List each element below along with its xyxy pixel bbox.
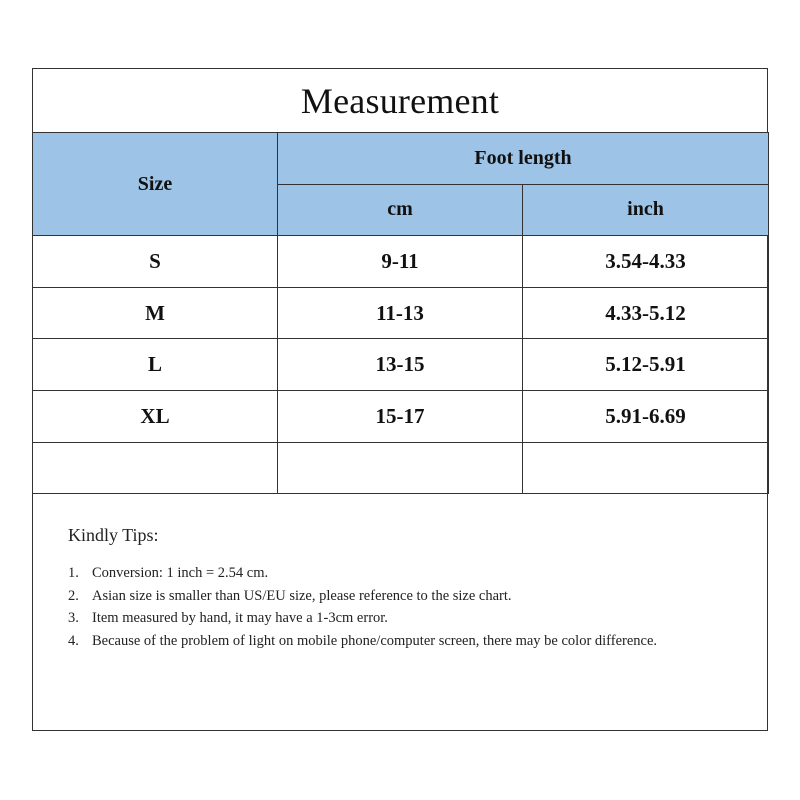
size-table [32, 132, 769, 494]
list-item [68, 630, 748, 653]
table-row [33, 236, 769, 288]
tip-text: Asian size is smaller than US/EU size, please reference to the size chart. [92, 587, 512, 604]
inch-cell [523, 442, 769, 494]
size-cell [33, 442, 278, 494]
tip-number: 1. [68, 565, 79, 581]
size-cell: XL [33, 390, 278, 442]
size-chart-frame [32, 68, 768, 731]
cm-cell [278, 442, 523, 494]
table-row [33, 339, 769, 391]
tip-number: 2. [68, 587, 79, 604]
tip-text: Because of the problem of light on mobile phone/computer screen, there may be color difference. [92, 632, 658, 649]
tips-title: Kindly Tips: [68, 525, 159, 545]
size-cell: M [33, 287, 278, 339]
list-item [68, 562, 748, 585]
tip-number: 4. [68, 632, 79, 649]
inch-cell: 4.33-5.12 [523, 287, 769, 339]
inch-cell: 5.12-5.91 [523, 339, 769, 391]
header-row-1 [33, 133, 769, 185]
tip-text: Conversion: 1 inch = 2.54 cm. [92, 565, 269, 581]
cm-header: cm [278, 184, 523, 236]
tips-list [68, 562, 748, 652]
inch-cell: 3.54-4.33 [523, 236, 769, 288]
cm-cell: 11-13 [278, 287, 523, 339]
size-header: Size [33, 133, 278, 236]
size-cell: S [33, 236, 278, 288]
list-item [68, 607, 748, 630]
cm-cell: 13-15 [278, 339, 523, 391]
list-item [68, 585, 748, 608]
table-row-empty [33, 442, 769, 494]
inch-header: inch [523, 184, 769, 236]
table-row [33, 287, 769, 339]
cm-cell: 9-11 [278, 236, 523, 288]
tips-section [68, 525, 748, 652]
foot-length-header: Foot length [278, 133, 769, 185]
chart-title: Measurement [300, 80, 500, 121]
cm-cell: 15-17 [278, 390, 523, 442]
tip-number: 3. [68, 610, 79, 626]
size-cell: L [33, 339, 278, 391]
table-row [33, 390, 769, 442]
tip-text: Item measured by hand, it may have a 1-3cm error. [92, 610, 388, 626]
inch-cell: 5.91-6.69 [523, 390, 769, 442]
